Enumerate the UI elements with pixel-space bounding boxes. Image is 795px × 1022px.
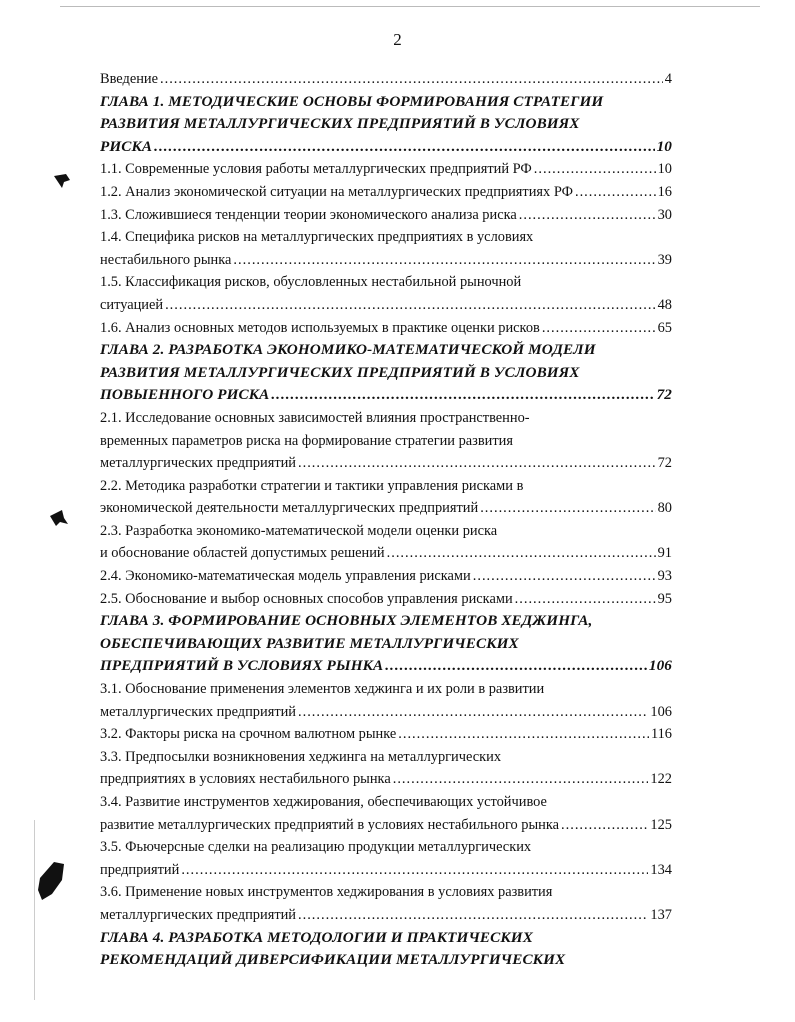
toc-page-number: 10	[657, 161, 672, 178]
toc-entry-text: экономической деятельности металлургических предприятий	[100, 500, 479, 517]
toc-entry-text: 3.4. Развитие инструментов хеджирования, обеспечивающих устойчивое	[100, 794, 547, 810]
toc-leader-dots	[271, 384, 654, 407]
toc-leader-dots	[515, 588, 656, 611]
toc-entry-text: металлургических предприятий	[100, 906, 297, 923]
toc-chapter-line	[100, 136, 672, 159]
toc-entry-text: Введение	[100, 71, 159, 87]
toc-entry-line	[100, 678, 672, 701]
toc-entry-text: предприятий	[100, 861, 180, 878]
toc-entry-line	[100, 452, 672, 475]
toc-entry-line	[100, 565, 672, 588]
toc-entry-text: 2.5. Обоснование и выбор основных способов управления рисками	[100, 590, 513, 607]
toc-page-number: 106	[650, 703, 672, 720]
toc-page-number: 72	[657, 455, 672, 472]
toc-chapter-line	[100, 113, 672, 136]
toc-page-number: 80	[657, 500, 672, 517]
toc-entry-line	[100, 407, 672, 430]
toc-chapter-line	[100, 610, 672, 633]
scan-mark-1	[52, 170, 72, 190]
toc-page-number: 30	[657, 206, 672, 223]
toc-chapter-line	[100, 949, 672, 972]
toc-entry-line	[100, 836, 672, 859]
scan-mark-2	[48, 508, 70, 528]
toc-entry-text: 3.5. Фьючерсные сделки на реализацию продукции металлургических	[100, 839, 532, 856]
toc-page-number: 10	[656, 137, 672, 155]
toc-leader-dots	[534, 158, 656, 181]
toc-entry-text: временных параметров риска на формирование стратегии развития	[100, 432, 513, 449]
toc-entry-line	[100, 475, 672, 498]
toc-entry-text: ПРЕДПРИЯТИЙ В УСЛОВИЯХ РЫНКА	[100, 657, 384, 675]
toc-entry-text: РАЗВИТИЯ МЕТАЛЛУРГИЧЕСКИХ ПРЕДПРИЯТИЙ В УСЛОВИЯХ	[100, 363, 580, 381]
toc-page-number: 122	[650, 771, 672, 788]
toc-entry-line	[100, 204, 672, 227]
toc-entry-line	[100, 249, 672, 272]
toc-entry-line	[100, 723, 672, 746]
toc-entry-text: ОБЕСПЕЧИВАЮЩИХ РАЗВИТИЕ МЕТАЛЛУРГИЧЕСКИХ	[100, 634, 519, 652]
toc-leader-dots	[542, 317, 656, 340]
toc-leader-dots	[480, 497, 655, 520]
toc-page-number: 93	[657, 568, 672, 585]
toc-page-number: 134	[650, 861, 672, 878]
toc-page-number: 116	[650, 726, 672, 743]
toc-entry-line	[100, 859, 672, 882]
toc-entry-text: и обоснование областей допустимых решений	[100, 545, 385, 562]
toc-entry-text: 3.1. Обоснование применения элементов хеджинга и их роли в развитии	[100, 681, 545, 698]
toc-entry-text: развитие металлургических предприятий в условиях нестабильного рынка	[100, 816, 560, 833]
toc-leader-dots	[298, 701, 648, 724]
toc-page-number: 72	[656, 386, 672, 404]
toc-entry-line	[100, 904, 672, 927]
toc-page-number: 4	[664, 71, 672, 87]
toc-entry-text: ПОВЫЕННОГО РИСКА	[100, 386, 270, 404]
toc-entry-line	[100, 701, 672, 724]
toc-entry-line	[100, 271, 672, 294]
toc-entry-line	[100, 68, 672, 91]
toc-chapter-line	[100, 339, 672, 362]
toc-entry-text: ГЛАВА 2. РАЗРАБОТКА ЭКОНОМИКО-МАТЕМАТИЧЕСКОЙ МОДЕЛИ	[100, 341, 596, 359]
toc-page-number: 95	[657, 590, 672, 607]
toc-entry-line	[100, 542, 672, 565]
toc-entry-line	[100, 294, 672, 317]
toc-entry-text: РАЗВИТИЯ МЕТАЛЛУРГИЧЕСКИХ ПРЕДПРИЯТИЙ В УСЛОВИЯХ	[100, 115, 580, 133]
toc-entry-line	[100, 791, 672, 814]
toc-leader-dots	[393, 768, 649, 791]
toc-entry-text: 2.1. Исследование основных зависимостей влияния пространственно-	[100, 409, 530, 426]
toc-entry-line	[100, 317, 672, 340]
toc-entry-text: предприятиях в условиях нестабильного рынка	[100, 771, 391, 788]
toc-entry-line	[100, 158, 672, 181]
table-of-contents	[100, 68, 672, 972]
toc-entry-line	[100, 814, 672, 837]
toc-entry-line	[100, 746, 672, 769]
toc-entry-line	[100, 497, 672, 520]
toc-leader-dots	[298, 904, 648, 927]
toc-entry-text: 2.4. Экономико-математическая модель управления рисками	[100, 568, 471, 585]
toc-entry-line	[100, 520, 672, 543]
toc-leader-dots	[473, 565, 656, 588]
toc-entry-text: металлургических предприятий	[100, 703, 297, 720]
toc-page-number: 39	[657, 251, 672, 268]
toc-chapter-line	[100, 927, 672, 950]
toc-page-number: 16	[657, 183, 672, 200]
toc-entry-text: ГЛАВА 1. МЕТОДИЧЕСКИЕ ОСНОВЫ ФОРМИРОВАНИЯ СТРАТЕГИИ	[100, 92, 604, 110]
toc-leader-dots	[298, 452, 656, 475]
toc-leader-dots	[233, 249, 655, 272]
toc-entry-text: 3.2. Факторы риска на срочном валютном рынке	[100, 726, 397, 743]
toc-entry-text: 3.3. Предпосылки возникновения хеджинга на металлургических	[100, 748, 502, 765]
toc-entry-text: 1.4. Специфика рисков на металлургических предприятиях в условиях	[100, 229, 534, 246]
toc-leader-dots	[165, 294, 656, 317]
toc-entry-text: 1.5. Классификация рисков, обусловленных нестабильной рыночной	[100, 274, 522, 291]
toc-leader-dots	[398, 723, 649, 746]
toc-page-number: 125	[650, 816, 672, 833]
toc-entry-line	[100, 881, 672, 904]
toc-entry-line	[100, 430, 672, 453]
toc-entry-text: нестабильного рынка	[100, 251, 232, 268]
toc-leader-dots	[387, 542, 656, 565]
toc-page-number: 137	[650, 906, 672, 923]
toc-leader-dots	[575, 181, 656, 204]
toc-entry-text: 3.6. Применение новых инструментов хеджирования в условиях развития	[100, 884, 553, 901]
toc-entry-text: металлургических предприятий	[100, 455, 297, 472]
toc-entry-text: 1.6. Анализ основных методов используемых в практике оценки рисков	[100, 319, 540, 336]
toc-chapter-line	[100, 362, 672, 385]
toc-entry-text: ситуацией	[100, 296, 164, 313]
toc-chapter-line	[100, 633, 672, 656]
scan-edge-top	[60, 6, 760, 7]
toc-entry-line	[100, 768, 672, 791]
toc-leader-dots	[519, 204, 656, 227]
toc-chapter-line	[100, 655, 672, 678]
toc-leader-dots	[385, 655, 647, 678]
toc-entry-text: РИСКА	[100, 137, 153, 155]
toc-entry-line	[100, 181, 672, 204]
scan-mark-3	[36, 858, 66, 902]
toc-entry-text: 1.1. Современные условия работы металлургических предприятий РФ	[100, 161, 532, 178]
toc-entry-text: РЕКОМЕНДАЦИЙ ДИВЕРСИФИКАЦИИ МЕТАЛЛУРГИЧЕСКИХ	[100, 951, 566, 969]
toc-chapter-line	[100, 91, 672, 114]
toc-entry-line	[100, 588, 672, 611]
toc-leader-dots	[181, 859, 648, 882]
toc-leader-dots	[561, 814, 648, 837]
toc-entry-line	[100, 226, 672, 249]
toc-page-number: 91	[657, 545, 672, 562]
scan-edge-left	[34, 820, 35, 1000]
toc-entry-text: ГЛАВА 3. ФОРМИРОВАНИЕ ОСНОВНЫХ ЭЛЕМЕНТОВ ХЕДЖИНГА,	[100, 612, 593, 630]
toc-leader-dots	[160, 68, 663, 91]
page-number: 2	[393, 30, 402, 49]
toc-entry-text: 1.3. Сложившиеся тенденции теории экономического анализа риска	[100, 206, 517, 223]
toc-entry-text: 2.3. Разработка экономико-математической модели оценки риска	[100, 522, 498, 539]
toc-entry-text: 1.2. Анализ экономической ситуации на металлургических предприятиях РФ	[100, 183, 573, 200]
toc-entry-text: 2.2. Методика разработки стратегии и тактики управления рисками в	[100, 477, 524, 494]
toc-leader-dots	[154, 136, 654, 159]
toc-chapter-line	[100, 384, 672, 407]
toc-entry-text: ГЛАВА 4. РАЗРАБОТКА МЕТОДОЛОГИИ И ПРАКТИЧЕСКИХ	[100, 928, 533, 946]
toc-page-number: 48	[657, 296, 672, 313]
toc-page-number: 106	[648, 657, 672, 675]
toc-page-number: 65	[657, 319, 672, 336]
